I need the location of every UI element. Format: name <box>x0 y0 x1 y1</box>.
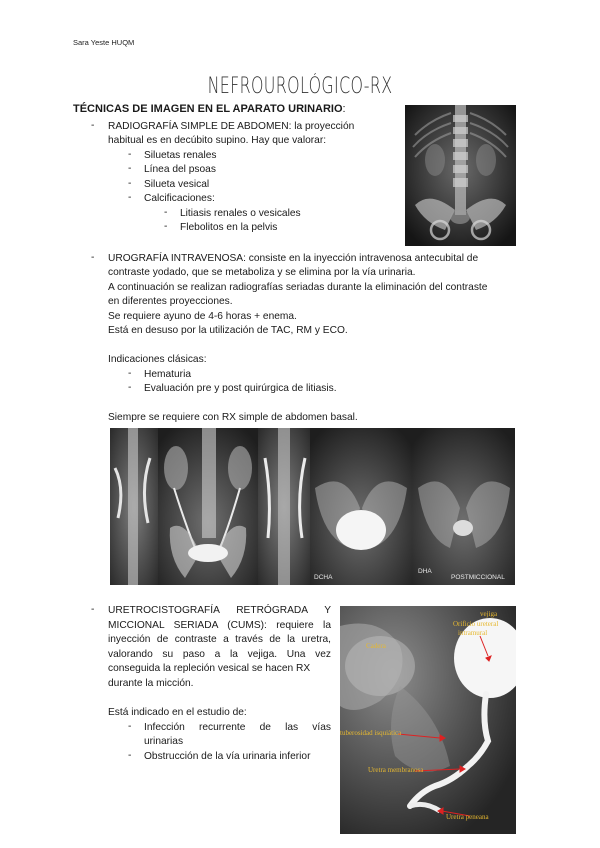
section-heading-colon: : <box>342 103 346 115</box>
bullet-dash: - <box>128 368 132 379</box>
bullet-dash: - <box>164 207 168 218</box>
urografia-line: Se requiere ayuno de 4-6 horas + enema. <box>108 311 297 322</box>
urografia-line: en diferentes proyecciones. <box>108 296 233 307</box>
list-item: Calcificaciones: <box>144 193 215 204</box>
radiografia-line2: habitual es en decúbito supino. Hay que valorar: <box>108 135 327 146</box>
urografia-xray-strip <box>110 428 515 585</box>
urografia-line: Está en desuso por la utilización de TAC, RM y ECO. <box>108 325 348 336</box>
section-heading <box>73 103 346 115</box>
label-orificio: Orificio ureteral <box>453 620 499 628</box>
xray-label-postmiccional: POSTMICCIONAL <box>451 574 505 581</box>
urografia-line: UROGRAFÍA INTRAVENOSA: consiste en la inyección intravenosa antecubital de <box>108 253 479 264</box>
bullet-dash: - <box>128 192 132 203</box>
urografia-note: Siempre se requiere con RX simple de abdomen basal. <box>108 412 358 423</box>
radiografia-line1: RADIOGRAFÍA SIMPLE DE ABDOMEN: la proyección <box>108 121 355 132</box>
abdomen-xray-image <box>405 105 516 246</box>
indicado-label: Está indicado en el estudio de: <box>108 707 247 718</box>
label-vejiga: vejiga <box>480 610 498 618</box>
list-item: Siluetas renales <box>144 150 217 161</box>
author-header: Sara Yeste HUQM <box>73 38 135 47</box>
bullet-dash: - <box>128 149 132 160</box>
cums-line: valorando su paso a la vejiga. Una vez <box>108 649 331 660</box>
list-subitem: Litiasis renales o vesicales <box>180 208 301 219</box>
cums-xray-image <box>340 606 516 834</box>
urografia-line: contraste yodado, que se metaboliza y se elimina por la vía urinaria. <box>108 267 416 278</box>
list-item-continued: urinarias <box>144 736 184 747</box>
bullet-dash: - <box>128 721 132 732</box>
label-uretra-membranosa: Uretra membranosa <box>368 766 424 774</box>
list-subitem: Flebolitos en la pelvis <box>180 222 278 233</box>
list-item: Evaluación pre y post quirúrgica de litiasis. <box>144 383 337 394</box>
bullet-dash: - <box>128 178 132 189</box>
cums-line: inyección de contraste a través de la uretra, <box>108 634 331 645</box>
bullet-dash: - <box>91 252 95 263</box>
bullet-dash: - <box>91 604 95 615</box>
xray-label-dcha: DCHA <box>314 574 333 581</box>
xray-label-dha: DHA <box>418 568 432 575</box>
urografia-line: A continuación se realizan radiografías seriadas durante la eliminación del contraste <box>108 282 488 293</box>
list-item: Silueta vesical <box>144 179 210 190</box>
section-heading-text: TÉCNICAS DE IMAGEN EN EL APARATO URINARIO <box>73 103 343 115</box>
bullet-dash: - <box>128 750 132 761</box>
list-item: Hematuria <box>144 369 191 380</box>
cums-line: URETROCISTOGRAFÍA RETRÓGRADA Y <box>108 605 331 616</box>
cums-line: durante la micción. <box>108 678 194 689</box>
label-tuberosidad: tuberosidad isquiática <box>340 729 402 737</box>
bullet-dash: - <box>91 120 95 131</box>
page-title: NEFROUROLÓGICO-RX <box>207 74 393 99</box>
bullet-dash: - <box>128 163 132 174</box>
label-uretra-peneana: Uretra peneana <box>446 813 489 821</box>
indicaciones-label: Indicaciones clásicas: <box>108 354 207 365</box>
bullet-dash: - <box>164 221 168 232</box>
cums-line: MICCIONAL SERIADA (CUMS): requiere la <box>108 620 331 631</box>
label-cadera: Cadera <box>366 642 386 650</box>
list-item: Obstrucción de la vía urinaria inferior <box>144 751 311 762</box>
label-intramural: intramural <box>458 629 488 637</box>
cums-line: conseguida la repleción vesical se hacen RX <box>108 663 311 674</box>
list-item: Línea del psoas <box>144 164 216 175</box>
list-item: Infección recurrente de las vías <box>144 722 331 733</box>
bullet-dash: - <box>128 382 132 393</box>
